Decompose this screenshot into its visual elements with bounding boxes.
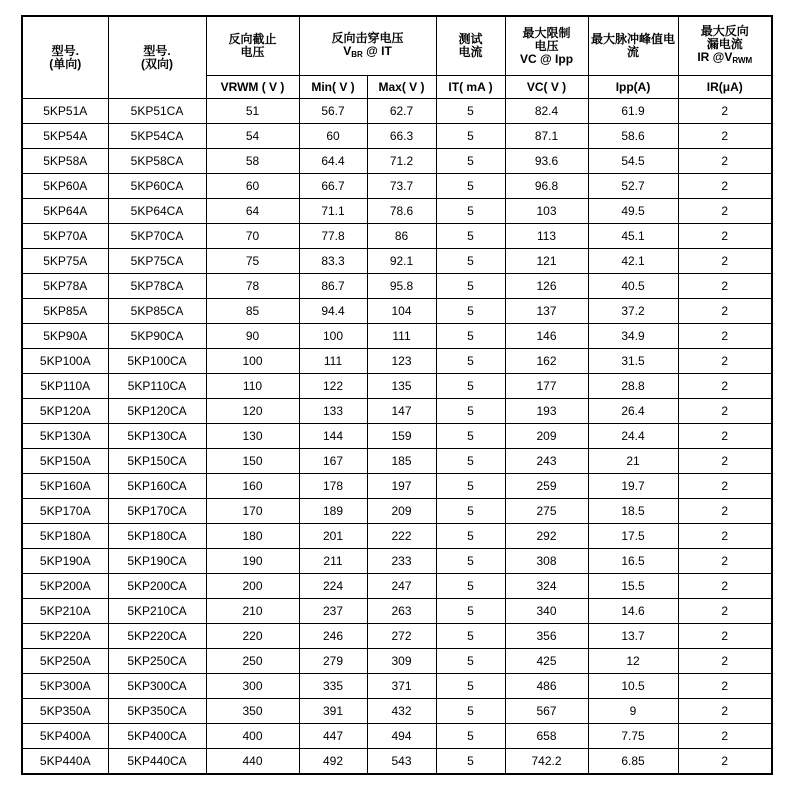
cell-vc: 259 [505,474,588,499]
cell-it: 5 [436,699,505,724]
table-row [22,274,772,299]
table-row [22,349,772,374]
cell-vc: 93.6 [505,149,588,174]
table-row [22,449,772,474]
cell-model-bi: 5KP400CA [108,724,206,749]
cell-ir: 2 [678,274,772,299]
cell-vc: 96.8 [505,174,588,199]
cell-it: 5 [436,199,505,224]
cell-ipp: 49.5 [588,199,678,224]
cell-it: 5 [436,499,505,524]
cell-vbr-min: 201 [299,524,367,549]
cell-vbr-min: 133 [299,399,367,424]
cell-vc: 356 [505,624,588,649]
cell-vc: 82.4 [505,99,588,124]
table-row [22,399,772,424]
cell-ipp: 34.9 [588,324,678,349]
cell-vc: 103 [505,199,588,224]
table-row [22,624,772,649]
cell-it: 5 [436,624,505,649]
cell-vrwm: 58 [206,149,299,174]
table-row [22,574,772,599]
cell-vc: 177 [505,374,588,399]
cell-vrwm: 440 [206,749,299,775]
cell-model-bi: 5KP78CA [108,274,206,299]
cell-vrwm: 170 [206,499,299,524]
cell-model-bi: 5KP200CA [108,574,206,599]
cell-vbr-max: 263 [367,599,436,624]
cell-vbr-max: 159 [367,424,436,449]
cell-vc: 340 [505,599,588,624]
cell-vrwm: 90 [206,324,299,349]
header-max-reverse-leakage-title: 最大反向 漏电流 [700,24,749,51]
table-body [22,99,772,775]
cell-ir: 2 [678,624,772,649]
cell-it: 5 [436,449,505,474]
table-row [22,699,772,724]
header-breakdown-voltage-title: 反向击穿电压 [331,30,404,45]
cell-vc: 275 [505,499,588,524]
cell-vbr-min: 111 [299,349,367,374]
cell-vc: 324 [505,574,588,599]
tvs-spec-table [21,15,773,775]
cell-model-bi: 5KP58CA [108,149,206,174]
cell-it: 5 [436,574,505,599]
cell-vbr-max: 233 [367,549,436,574]
cell-model-uni: 5KP150A [22,449,108,474]
cell-ipp: 15.5 [588,574,678,599]
cell-ipp: 45.1 [588,224,678,249]
table-row [22,174,772,199]
cell-ipp: 16.5 [588,549,678,574]
cell-ir: 2 [678,424,772,449]
table-row [22,199,772,224]
cell-it: 5 [436,399,505,424]
cell-vbr-min: 237 [299,599,367,624]
cell-vbr-min: 122 [299,374,367,399]
cell-vbr-min: 178 [299,474,367,499]
cell-ipp: 37.2 [588,299,678,324]
unit-min: Min( V ) [299,76,367,99]
cell-ir: 2 [678,374,772,399]
cell-vrwm: 400 [206,724,299,749]
cell-model-uni: 5KP51A [22,99,108,124]
cell-vrwm: 100 [206,349,299,374]
cell-vbr-max: 123 [367,349,436,374]
table-row [22,674,772,699]
header-breakdown-voltage-symbol: $V_{BR}$ @ IT [343,43,392,59]
cell-vc: 567 [505,699,588,724]
cell-model-uni: 5KP170A [22,499,108,524]
cell-model-uni: 5KP58A [22,149,108,174]
table-row [22,424,772,449]
table-row [22,499,772,524]
header-test-current: 测试 电流 [436,16,505,76]
cell-vbr-min: 94.4 [299,299,367,324]
cell-ipp: 26.4 [588,399,678,424]
cell-vrwm: 210 [206,599,299,624]
cell-ir: 2 [678,349,772,374]
cell-it: 5 [436,299,505,324]
cell-model-bi: 5KP170CA [108,499,206,524]
cell-ir: 2 [678,124,772,149]
table-row [22,249,772,274]
cell-it: 5 [436,649,505,674]
cell-ipp: 13.7 [588,624,678,649]
cell-ipp: 42.1 [588,249,678,274]
cell-vrwm: 150 [206,449,299,474]
cell-vbr-max: 86 [367,224,436,249]
cell-ipp: 58.6 [588,124,678,149]
cell-ir: 2 [678,249,772,274]
cell-model-uni: 5KP64A [22,199,108,224]
cell-it: 5 [436,249,505,274]
cell-it: 5 [436,599,505,624]
cell-model-uni: 5KP160A [22,474,108,499]
header-model-unidirectional: 型号. (单向) [22,16,108,99]
table-row [22,649,772,674]
cell-vbr-max: 73.7 [367,174,436,199]
header-max-reverse-leakage-symbol: IR $@V_{RWM}$ [697,50,753,65]
cell-vc: 113 [505,224,588,249]
cell-vbr-min: 86.7 [299,274,367,299]
header-max-clamping-voltage: 最大限制 电压 VC @ Ipp [505,16,588,76]
cell-vrwm: 180 [206,524,299,549]
cell-model-bi: 5KP75CA [108,249,206,274]
table-row [22,124,772,149]
cell-it: 5 [436,324,505,349]
table-row [22,99,772,124]
cell-model-uni: 5KP78A [22,274,108,299]
header-model-bidirectional: 型号. (双向) [108,16,206,99]
cell-vbr-max: 197 [367,474,436,499]
cell-vc: 308 [505,549,588,574]
cell-model-bi: 5KP440CA [108,749,206,775]
cell-ir: 2 [678,574,772,599]
cell-ipp: 31.5 [588,349,678,374]
cell-vrwm: 51 [206,99,299,124]
cell-model-bi: 5KP110CA [108,374,206,399]
table-row [22,524,772,549]
cell-vbr-max: 494 [367,724,436,749]
cell-it: 5 [436,274,505,299]
cell-vbr-min: 224 [299,574,367,599]
unit-max: Max( V ) [367,76,436,99]
unit-ipp: Ipp(A) [588,76,678,99]
cell-vc: 121 [505,249,588,274]
cell-vbr-min: 391 [299,699,367,724]
cell-model-uni: 5KP180A [22,524,108,549]
cell-vbr-min: 60 [299,124,367,149]
cell-model-bi: 5KP150CA [108,449,206,474]
cell-vbr-min: 64.4 [299,149,367,174]
cell-vrwm: 250 [206,649,299,674]
cell-model-bi: 5KP90CA [108,324,206,349]
cell-vrwm: 350 [206,699,299,724]
cell-vrwm: 54 [206,124,299,149]
cell-model-uni: 5KP100A [22,349,108,374]
table-row [22,724,772,749]
cell-vbr-min: 66.7 [299,174,367,199]
cell-vbr-min: 335 [299,674,367,699]
cell-model-bi: 5KP300CA [108,674,206,699]
cell-vrwm: 75 [206,249,299,274]
cell-vbr-max: 78.6 [367,199,436,224]
cell-vrwm: 64 [206,199,299,224]
cell-ir: 2 [678,649,772,674]
cell-vbr-min: 71.1 [299,199,367,224]
cell-vrwm: 85 [206,299,299,324]
cell-model-uni: 5KP90A [22,324,108,349]
cell-it: 5 [436,174,505,199]
unit-ir: IR(μA) [678,76,772,99]
cell-ir: 2 [678,674,772,699]
cell-vc: 193 [505,399,588,424]
cell-model-bi: 5KP64CA [108,199,206,224]
cell-model-uni: 5KP220A [22,624,108,649]
cell-vbr-max: 543 [367,749,436,775]
table-row [22,374,772,399]
cell-ir: 2 [678,99,772,124]
cell-ir: 2 [678,224,772,249]
cell-model-bi: 5KP180CA [108,524,206,549]
cell-vrwm: 200 [206,574,299,599]
cell-vbr-max: 432 [367,699,436,724]
table-row [22,224,772,249]
cell-vbr-max: 95.8 [367,274,436,299]
cell-ipp: 9 [588,699,678,724]
cell-model-bi: 5KP60CA [108,174,206,199]
cell-model-uni: 5KP300A [22,674,108,699]
cell-ipp: 24.4 [588,424,678,449]
table-row [22,599,772,624]
cell-it: 5 [436,674,505,699]
cell-vbr-max: 111 [367,324,436,349]
cell-ipp: 12 [588,649,678,674]
cell-vrwm: 110 [206,374,299,399]
cell-vbr-min: 492 [299,749,367,775]
cell-model-bi: 5KP160CA [108,474,206,499]
cell-vc: 87.1 [505,124,588,149]
header-max-peak-pulse-current: 最大脉冲峰值电 流 [588,16,678,76]
cell-vrwm: 190 [206,549,299,574]
cell-model-uni: 5KP110A [22,374,108,399]
cell-vc: 658 [505,724,588,749]
cell-ir: 2 [678,499,772,524]
cell-it: 5 [436,474,505,499]
cell-model-uni: 5KP350A [22,699,108,724]
cell-model-bi: 5KP130CA [108,424,206,449]
cell-vc: 137 [505,299,588,324]
unit-vrwm: VRWM ( V ) [206,76,299,99]
cell-vbr-max: 272 [367,624,436,649]
cell-vbr-max: 147 [367,399,436,424]
cell-ipp: 18.5 [588,499,678,524]
cell-model-bi: 5KP190CA [108,549,206,574]
cell-vbr-max: 135 [367,374,436,399]
cell-vbr-min: 100 [299,324,367,349]
cell-model-bi: 5KP54CA [108,124,206,149]
cell-vbr-max: 309 [367,649,436,674]
cell-vbr-max: 104 [367,299,436,324]
cell-ipp: 7.75 [588,724,678,749]
cell-model-uni: 5KP440A [22,749,108,775]
cell-ir: 2 [678,749,772,775]
cell-model-uni: 5KP75A [22,249,108,274]
cell-vbr-max: 71.2 [367,149,436,174]
cell-ir: 2 [678,299,772,324]
cell-vbr-max: 66.3 [367,124,436,149]
table-row [22,299,772,324]
header-max-reverse-leakage [678,16,772,76]
cell-ir: 2 [678,724,772,749]
cell-model-bi: 5KP350CA [108,699,206,724]
cell-ir: 2 [678,149,772,174]
cell-ir: 2 [678,399,772,424]
cell-model-uni: 5KP210A [22,599,108,624]
cell-ir: 2 [678,599,772,624]
header-breakdown-voltage [299,16,436,76]
cell-vrwm: 160 [206,474,299,499]
cell-it: 5 [436,549,505,574]
cell-model-bi: 5KP51CA [108,99,206,124]
cell-vbr-max: 209 [367,499,436,524]
cell-vbr-max: 92.1 [367,249,436,274]
cell-vrwm: 120 [206,399,299,424]
cell-ipp: 54.5 [588,149,678,174]
cell-ir: 2 [678,549,772,574]
cell-ipp: 52.7 [588,174,678,199]
cell-vrwm: 78 [206,274,299,299]
cell-ipp: 10.5 [588,674,678,699]
cell-vbr-min: 189 [299,499,367,524]
cell-vbr-max: 371 [367,674,436,699]
cell-vbr-min: 144 [299,424,367,449]
cell-vc: 425 [505,649,588,674]
cell-ir: 2 [678,524,772,549]
cell-model-uni: 5KP54A [22,124,108,149]
unit-it: IT( mA ) [436,76,505,99]
table-row [22,324,772,349]
cell-model-uni: 5KP85A [22,299,108,324]
cell-ipp: 28.8 [588,374,678,399]
cell-ir: 2 [678,324,772,349]
cell-model-uni: 5KP200A [22,574,108,599]
cell-ir: 2 [678,699,772,724]
cell-model-bi: 5KP250CA [108,649,206,674]
cell-it: 5 [436,524,505,549]
cell-model-uni: 5KP70A [22,224,108,249]
cell-it: 5 [436,224,505,249]
cell-vbr-min: 246 [299,624,367,649]
cell-it: 5 [436,724,505,749]
cell-vc: 146 [505,324,588,349]
cell-model-bi: 5KP85CA [108,299,206,324]
cell-vbr-min: 77.8 [299,224,367,249]
cell-vbr-min: 211 [299,549,367,574]
cell-vbr-max: 222 [367,524,436,549]
cell-model-uni: 5KP130A [22,424,108,449]
cell-vbr-min: 167 [299,449,367,474]
table-row [22,549,772,574]
cell-ir: 2 [678,199,772,224]
cell-model-bi: 5KP70CA [108,224,206,249]
spec-table-container [21,15,773,775]
cell-vrwm: 130 [206,424,299,449]
cell-model-bi: 5KP220CA [108,624,206,649]
cell-vc: 742.2 [505,749,588,775]
cell-model-uni: 5KP190A [22,549,108,574]
cell-model-uni: 5KP60A [22,174,108,199]
cell-model-bi: 5KP210CA [108,599,206,624]
cell-model-uni: 5KP400A [22,724,108,749]
cell-ir: 2 [678,449,772,474]
cell-ir: 2 [678,174,772,199]
header-row-titles [22,16,772,76]
cell-vc: 292 [505,524,588,549]
cell-vrwm: 300 [206,674,299,699]
cell-it: 5 [436,349,505,374]
cell-vrwm: 60 [206,174,299,199]
cell-vc: 126 [505,274,588,299]
cell-it: 5 [436,124,505,149]
table-row [22,749,772,775]
cell-vc: 162 [505,349,588,374]
cell-ipp: 14.6 [588,599,678,624]
cell-ir: 2 [678,474,772,499]
cell-vc: 209 [505,424,588,449]
cell-vbr-max: 247 [367,574,436,599]
unit-vc: VC( V ) [505,76,588,99]
table-row [22,474,772,499]
cell-vbr-max: 185 [367,449,436,474]
cell-vrwm: 70 [206,224,299,249]
cell-vbr-max: 62.7 [367,99,436,124]
cell-vbr-min: 279 [299,649,367,674]
header-reverse-standoff-voltage: 反向截止 电压 [206,16,299,76]
cell-vc: 243 [505,449,588,474]
cell-ipp: 19.7 [588,474,678,499]
cell-it: 5 [436,99,505,124]
cell-ipp: 21 [588,449,678,474]
cell-model-uni: 5KP120A [22,399,108,424]
cell-vbr-min: 447 [299,724,367,749]
cell-ipp: 17.5 [588,524,678,549]
cell-it: 5 [436,749,505,775]
cell-ipp: 6.85 [588,749,678,775]
cell-model-uni: 5KP250A [22,649,108,674]
cell-model-bi: 5KP100CA [108,349,206,374]
cell-it: 5 [436,424,505,449]
cell-it: 5 [436,149,505,174]
cell-it: 5 [436,374,505,399]
cell-vbr-min: 83.3 [299,249,367,274]
cell-model-bi: 5KP120CA [108,399,206,424]
cell-vc: 486 [505,674,588,699]
cell-ipp: 61.9 [588,99,678,124]
cell-ipp: 40.5 [588,274,678,299]
table-row [22,149,772,174]
cell-vrwm: 220 [206,624,299,649]
cell-vbr-min: 56.7 [299,99,367,124]
